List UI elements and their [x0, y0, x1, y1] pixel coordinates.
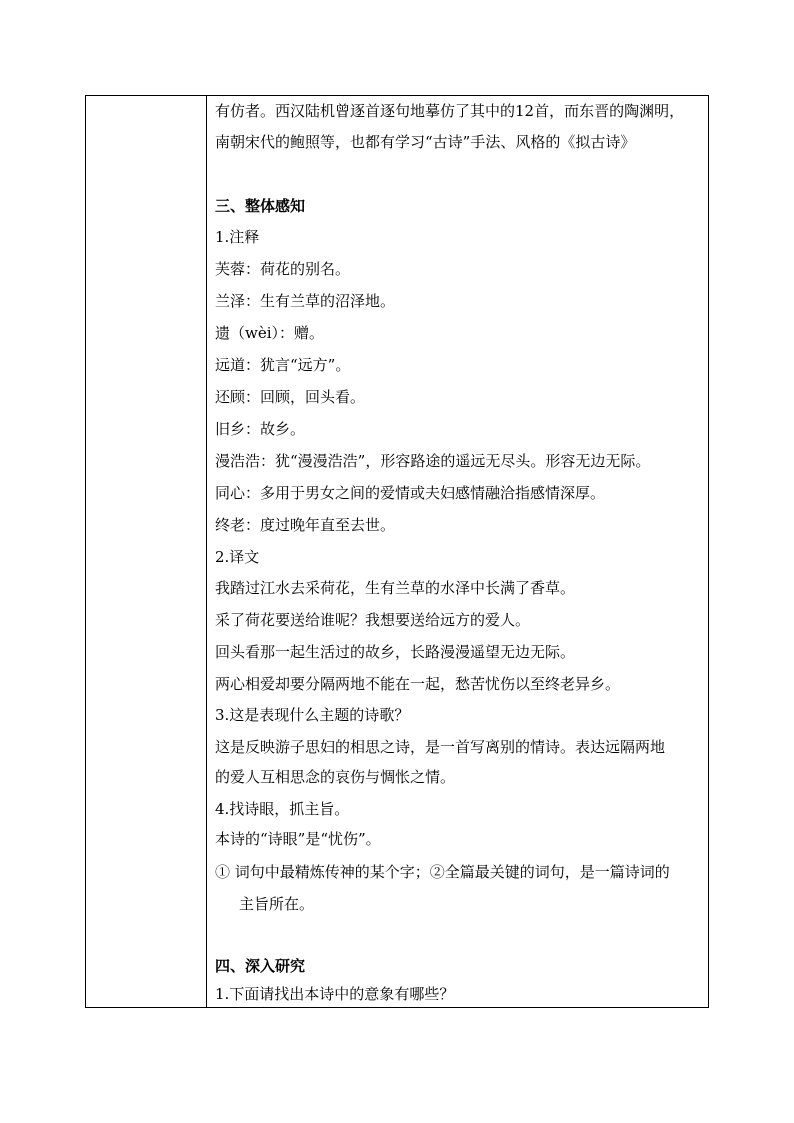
- translation-line: 回头看那一起生活过的故乡，长路漫漫遥望无边无际。: [215, 643, 576, 661]
- translation-title: 2.译文: [215, 548, 260, 566]
- translation-line: 我踏过江水去采荷花，生有兰草的水泽中长满了香草。: [215, 579, 576, 597]
- research-question-1: 1.下面请找出本诗中的意象有哪些？: [215, 985, 455, 1003]
- eye-note-line-2: 主旨所在。: [239, 895, 315, 913]
- note-item: 终老：度过晚年直至去世。: [215, 516, 396, 534]
- note-item: 远道：犹言“远方”。: [215, 356, 351, 374]
- table-left-cell: [86, 96, 207, 1007]
- note-item: 同心：多用于男女之间的爱情或夫妇感情融洽指感情深厚。: [215, 484, 606, 502]
- eye-note-line-1: ① 词句中最精炼传神的某个字；②全篇最关键的词句，是一篇诗词的: [215, 863, 670, 881]
- note-item: 漫浩浩：犹“漫漫浩浩”，形容路途的遥远无尽头。形容无边无际。: [215, 452, 651, 470]
- eye-title: 4.找诗眼，抓主旨。: [215, 800, 350, 818]
- intro-line-1: 有仿者。西汉陆机曾逐首逐句地摹仿了其中的12首，而东晋的陶渊明，: [215, 102, 685, 120]
- translation-line: 采了荷花要送给谁呢？我想要送给远方的爱人。: [215, 611, 531, 629]
- intro-line-2: 南朝宋代的鲍照等，也都有学习“古诗”手法、风格的《拟古诗》: [215, 133, 636, 151]
- note-item: 旧乡：故乡。: [215, 420, 306, 438]
- translation-line: 两心相爱却要分隔两地不能在一起，愁苦忧伤以至终老异乡。: [215, 675, 621, 693]
- theme-answer-line-1: 这是反映游子思妇的相思之诗，是一首写离别的情诗。表达远隔两地: [215, 738, 666, 756]
- lesson-table: [85, 95, 709, 1008]
- notes-title: 1.注释: [215, 228, 260, 246]
- note-item: 芙蓉：荷花的别名。: [215, 260, 351, 278]
- theme-answer-line-2: 的爱人互相思念的哀伤与惆怅之情。: [215, 768, 456, 786]
- note-item: 遗（wèi）：赠。: [215, 324, 325, 342]
- table-content-cell: [207, 96, 708, 1007]
- section3-heading: 三、整体感知: [215, 197, 306, 215]
- note-item: 还顾：回顾，回头看。: [215, 388, 366, 406]
- eye-answer: 本诗的“诗眼”是“忧伤”。: [215, 830, 381, 848]
- theme-question: 3.这是表现什么主题的诗歌？: [215, 706, 410, 724]
- section4-heading: 四、深入研究: [215, 957, 306, 975]
- note-item: 兰泽：生有兰草的沼泽地。: [215, 292, 396, 310]
